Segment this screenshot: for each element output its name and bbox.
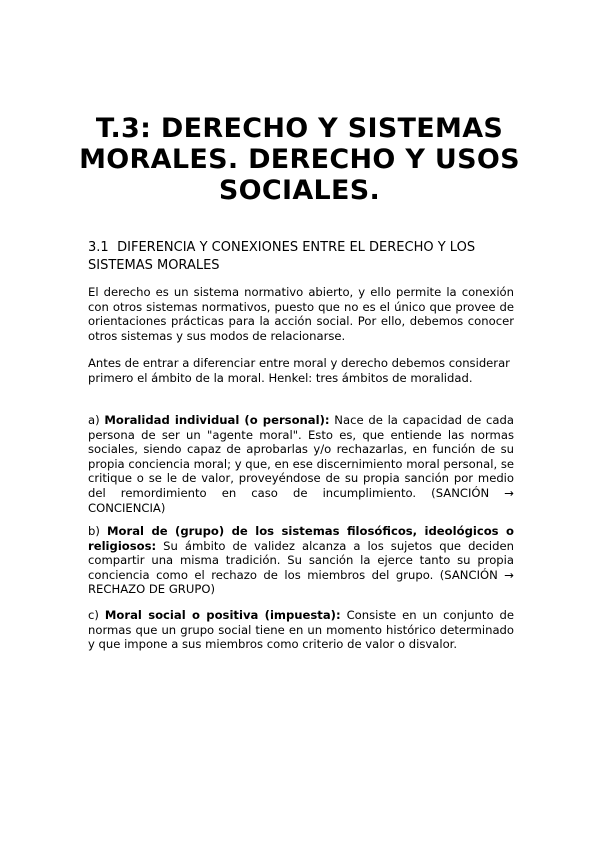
- section-title: DIFERENCIA Y CONEXIONES ENTRE EL DERECHO Y LOS SISTEMAS MORALES: [88, 240, 476, 273]
- item-text: Nace de la capacidad de cada persona de ser un "agente moral". Esto es, que entiende las normas sociales, siendo capaz de aprobarlas y/o rechazarlas, en función de su propia conciencia moral; y que, en ese discernimiento moral personal, se critique o se le de valor, proveyéndose de su propia sanción por medio del remordimiento en caso de incumplimiento. (SANCIÓN → CONCIENCIA): [88, 413, 514, 515]
- item-text: Consiste en un conjunto de normas que un grupo social tiene en un momento histórico determinado y que impone a sus miembros como criterio de valor o disvalor.: [88, 608, 514, 652]
- paragraph-b: [88, 524, 514, 597]
- item-prefix: b): [88, 524, 107, 538]
- section-number: 3.1: [88, 240, 109, 255]
- section-heading: [88, 239, 518, 275]
- item-heading: Moral social o positiva (impuesta):: [104, 608, 341, 622]
- document-title: T.3: DERECHO Y SISTEMAS MORALES. DERECHO Y USOS SOCIALES.: [79, 113, 520, 206]
- item-heading: Moral de (grupo) de los sistemas filosóficos, ideológicos o religiosos:: [88, 524, 514, 553]
- item-heading: Moralidad individual (o personal):: [104, 413, 330, 427]
- paragraph-before: Antes de entrar a diferenciar entre moral y derecho debemos considerar primero el ámbito de la moral. Henkel: tres ámbitos de moralidad.: [88, 356, 510, 385]
- paragraph-a: [88, 413, 514, 515]
- item-prefix: a): [88, 413, 105, 427]
- item-prefix: c): [88, 608, 105, 622]
- paragraph-intro: El derecho es un sistema normativo abierto, y ello permite la conexión con otros sistemas normativos, puesto que no es el único que provee de orientaciones prácticas para la acción social. Por ello, debemos conocer otros sistemas y sus modos de relacionarse.: [88, 285, 514, 343]
- item-text: Su ámbito de validez alcanza a los sujetos que deciden compartir una misma tradición. Su sanción la ejerce tanto su propia conciencia como el rechazo de los miembros del grupo. (SANCIÓN → RECHAZO DE GRUPO): [88, 538, 514, 597]
- paragraph-c: [88, 608, 514, 652]
